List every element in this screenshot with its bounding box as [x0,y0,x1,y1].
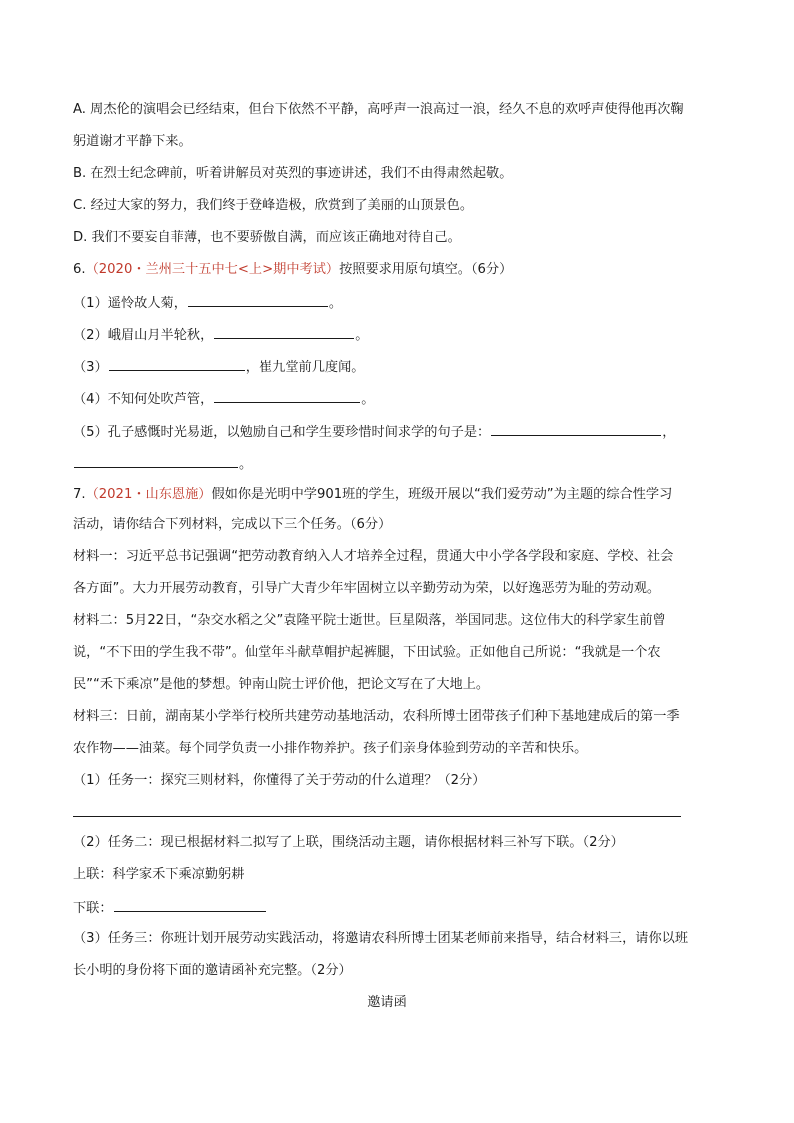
task-3-line-2: 长小明的身份将下面的邀请函补充完整。（2分） [73,963,352,978]
question-6-source: （2020・兰州三十五中七<上>期中考试） [85,262,340,277]
item-2-text: （2）峨眉山月半轮秋， [73,328,214,343]
question-6-number: 6. [73,262,86,277]
item-2-end: 。 [355,328,369,343]
item-5-comma: ， [662,425,676,440]
answer-blank-5b[interactable] [74,453,238,468]
question-7-stem-line-2: 活动，请你结合下列材料，完成以下三个任务。（6分） [73,517,392,532]
material-3-line-1: 材料三：日前，湖南某小学举行校所共建劳动基地活动，农科所博士团带孩子们种下基地建成后的第一季 [73,709,680,724]
option-b: B. 在烈士纪念碑前，听着讲解员对英烈的事迹讲述，我们不由得肃然起敬。 [73,166,513,181]
material-2-line-3: 民”“禾下乘凉”是他的梦想。钟南山院士评价他，把论文写在了大地上。 [73,677,490,692]
question-7-source: （2021・山东恩施） [85,487,212,502]
question-6-stem [73,260,733,280]
answer-blank-1[interactable] [188,292,328,307]
item-5-text: （5）孔子感慨时光易逝，以勉励自己和学生要珍惜时间求学的句子是： [73,425,491,440]
item-5-end: 。 [239,457,253,472]
answer-blank-2[interactable] [214,324,354,339]
answer-blank-5a[interactable] [491,421,661,436]
question-6-item-2 [73,324,733,346]
question-6-text: 按照要求用原句填空。（6分） [339,262,513,277]
question-6-item-3 [73,356,733,378]
answer-blank-3[interactable] [109,356,245,371]
material-2-line-1: 材料二：5月22日，“杂交水稻之父”袁隆平院士逝世。巨星陨落，举国同悲。这位伟大的科学家生前曾 [73,613,666,628]
option-a-line-1: A. 周杰伦的演唱会已经结束，但台下依然不平静，高呼声一浪高过一浪，经久不息的欢呼声使得他再次鞠 [73,102,684,117]
material-3-line-2: 农作物——油菜。每个同学负责一小排作物养护。孩子们亲身体验到劳动的辛苦和快乐。 [73,741,588,756]
task-3-line-1: （3）任务三：你班计划开展劳动实践活动，将邀请农科所博士团某老师前来指导，结合材料三，请你以班 [73,931,689,946]
lower-couplet-blank[interactable] [114,897,266,912]
upper-couplet: 上联：科学家禾下乘凉勤躬耕 [73,867,245,882]
question-6-item-5-cont [73,453,733,475]
invitation-title: 邀请函 [367,995,407,1010]
item-1-text: （1）遥怜故人菊， [73,296,187,311]
question-6-item-1 [73,292,733,314]
item-4-text: （4）不知何处吹芦管， [73,392,214,407]
option-a-line-2: 躬道谢才平静下来。 [73,134,192,149]
item-1-end: 。 [328,296,343,311]
option-c: C. 经过大家的努力，我们终于登峰造极，欣赏到了美丽的山顶景色。 [73,198,474,213]
item-3-end: ，崔九堂前几度闻。 [245,360,365,375]
task-1-answer-line[interactable] [73,816,681,817]
lower-couplet-label: 下联： [73,901,113,916]
task-1: （1）任务一：探究三则材料，你懂得了关于劳动的什么道理？（2分） [73,773,486,788]
question-7-number: 7. [73,487,86,502]
material-1-line-1: 材料一：习近平总书记强调“把劳动教育纳入人才培养全过程，贯通大中小学各学段和家庭、学校、社会 [73,549,674,564]
material-2-line-2: 说，“不下田的学生我不带”。仙堂年斗献草帽护起裤腿，下田试验。正如他自己所说：“我就是一个农 [73,645,661,660]
material-1-line-2: 各方面”。大力开展劳动教育，引导广大青少年牢固树立以辛勤劳动为荣，以好逸恶劳为耻的劳动观。 [73,581,661,596]
item-3-text: （3） [73,360,108,375]
lower-couplet [73,897,733,919]
question-7-stem-line-1 [73,485,733,505]
task-2: （2）任务二：现已根据材料二拟写了上联，围绕活动主题，请你根据材料三补写下联。（2分） [73,835,624,850]
question-6-item-4 [73,388,733,410]
answer-blank-4[interactable] [214,388,360,403]
question-6-item-5 [73,421,733,443]
option-d: D. 我们不要妄自菲薄，也不要骄傲自满，而应该正确地对待自己。 [73,230,461,245]
item-4-end: 。 [361,392,375,407]
question-7-text: 假如你是光明中学901班的学生，班级开展以“我们爱劳动”为主题的综合性学习 [211,487,673,502]
